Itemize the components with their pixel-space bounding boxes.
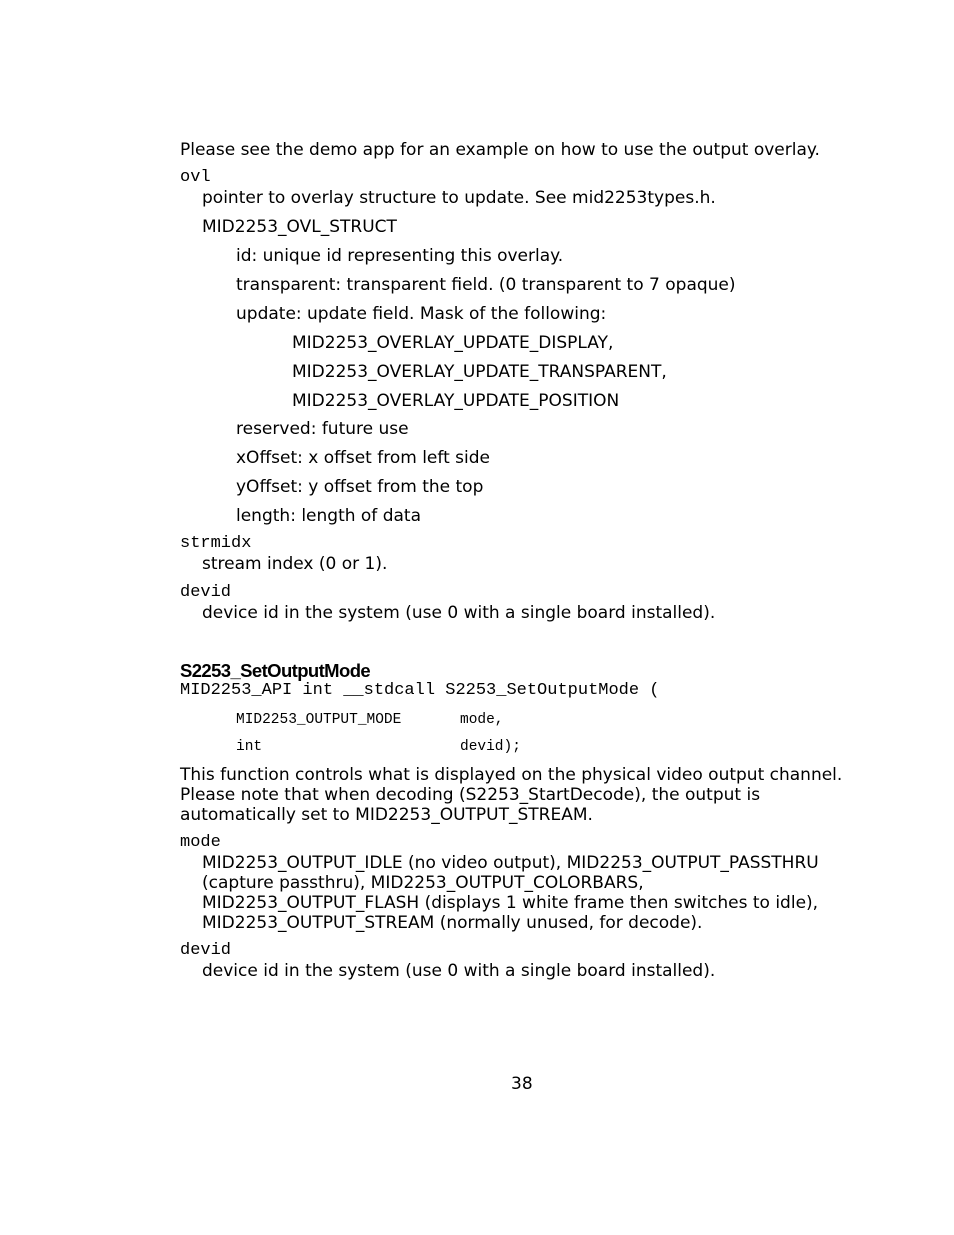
param-desc-devid-2: device id in the system (use 0 with a single board installed). xyxy=(202,961,716,981)
function-title: S2253_SetOutputMode xyxy=(180,660,371,681)
struct-field-update: update: update field. Mask of the following: xyxy=(236,304,607,324)
struct-field-yoffset: yOffset: y offset from the top xyxy=(236,477,484,497)
param-type-mode: MID2253_OUTPUT_MODE xyxy=(236,712,402,728)
function-description xyxy=(180,765,842,825)
mode-desc-line: MID2253_OUTPUT_IDLE (no video output), MID2253_OUTPUT_PASSTHRU xyxy=(202,853,819,873)
update-flag-display: MID2253_OVERLAY_UPDATE_DISPLAY, xyxy=(292,333,614,353)
struct-field-length: length: length of data xyxy=(236,506,421,526)
update-flag-transparent: MID2253_OVERLAY_UPDATE_TRANSPARENT, xyxy=(292,362,667,382)
mode-desc-line: MID2253_OUTPUT_STREAM (normally unused, for decode). xyxy=(202,913,703,933)
mode-desc-line: (capture passthru), MID2253_OUTPUT_COLORBARS, xyxy=(202,873,644,893)
struct-field-id: id: unique id representing this overlay. xyxy=(236,246,564,266)
param-name-ovl: ovl xyxy=(180,168,211,187)
param-arg-devid: devid); xyxy=(460,739,521,755)
description-line: This function controls what is displayed on the physical video output channel. xyxy=(180,765,843,785)
param-name-devid-2: devid xyxy=(180,941,232,960)
param-desc-strmidx: stream index (0 or 1). xyxy=(202,554,388,574)
struct-field-xoffset: xOffset: x offset from left side xyxy=(236,448,490,468)
param-desc-ovl: pointer to overlay structure to update. See mid2253types.h. xyxy=(202,188,716,208)
mode-desc-line: MID2253_OUTPUT_FLASH (displays 1 white frame then switches to idle), xyxy=(202,893,819,913)
struct-name: MID2253_OVL_STRUCT xyxy=(202,217,397,237)
param-name-devid: devid xyxy=(180,583,232,602)
param-name-strmidx: strmidx xyxy=(180,534,252,553)
param-type-devid: int xyxy=(236,739,263,755)
function-signature: MID2253_API int __stdcall S2253_SetOutputMode ( xyxy=(180,681,660,700)
struct-field-transparent: transparent: transparent field. (0 transparent to 7 opaque) xyxy=(236,275,736,295)
struct-field-reserved: reserved: future use xyxy=(236,419,409,439)
param-arg-mode: mode, xyxy=(460,712,504,728)
param-desc-mode xyxy=(202,853,819,933)
page-number-text: 38 xyxy=(511,1074,533,1094)
param-name-mode: mode xyxy=(180,833,221,852)
overlay-intro: Please see the demo app for an example on how to use the output overlay. xyxy=(180,140,820,160)
update-flag-position: MID2253_OVERLAY_UPDATE_POSITION xyxy=(292,391,620,411)
description-line: Please note that when decoding (S2253_StartDecode), the output is xyxy=(180,785,761,805)
param-desc-devid: device id in the system (use 0 with a single board installed). xyxy=(202,603,716,623)
description-line: automatically set to MID2253_OUTPUT_STREAM. xyxy=(180,805,593,825)
